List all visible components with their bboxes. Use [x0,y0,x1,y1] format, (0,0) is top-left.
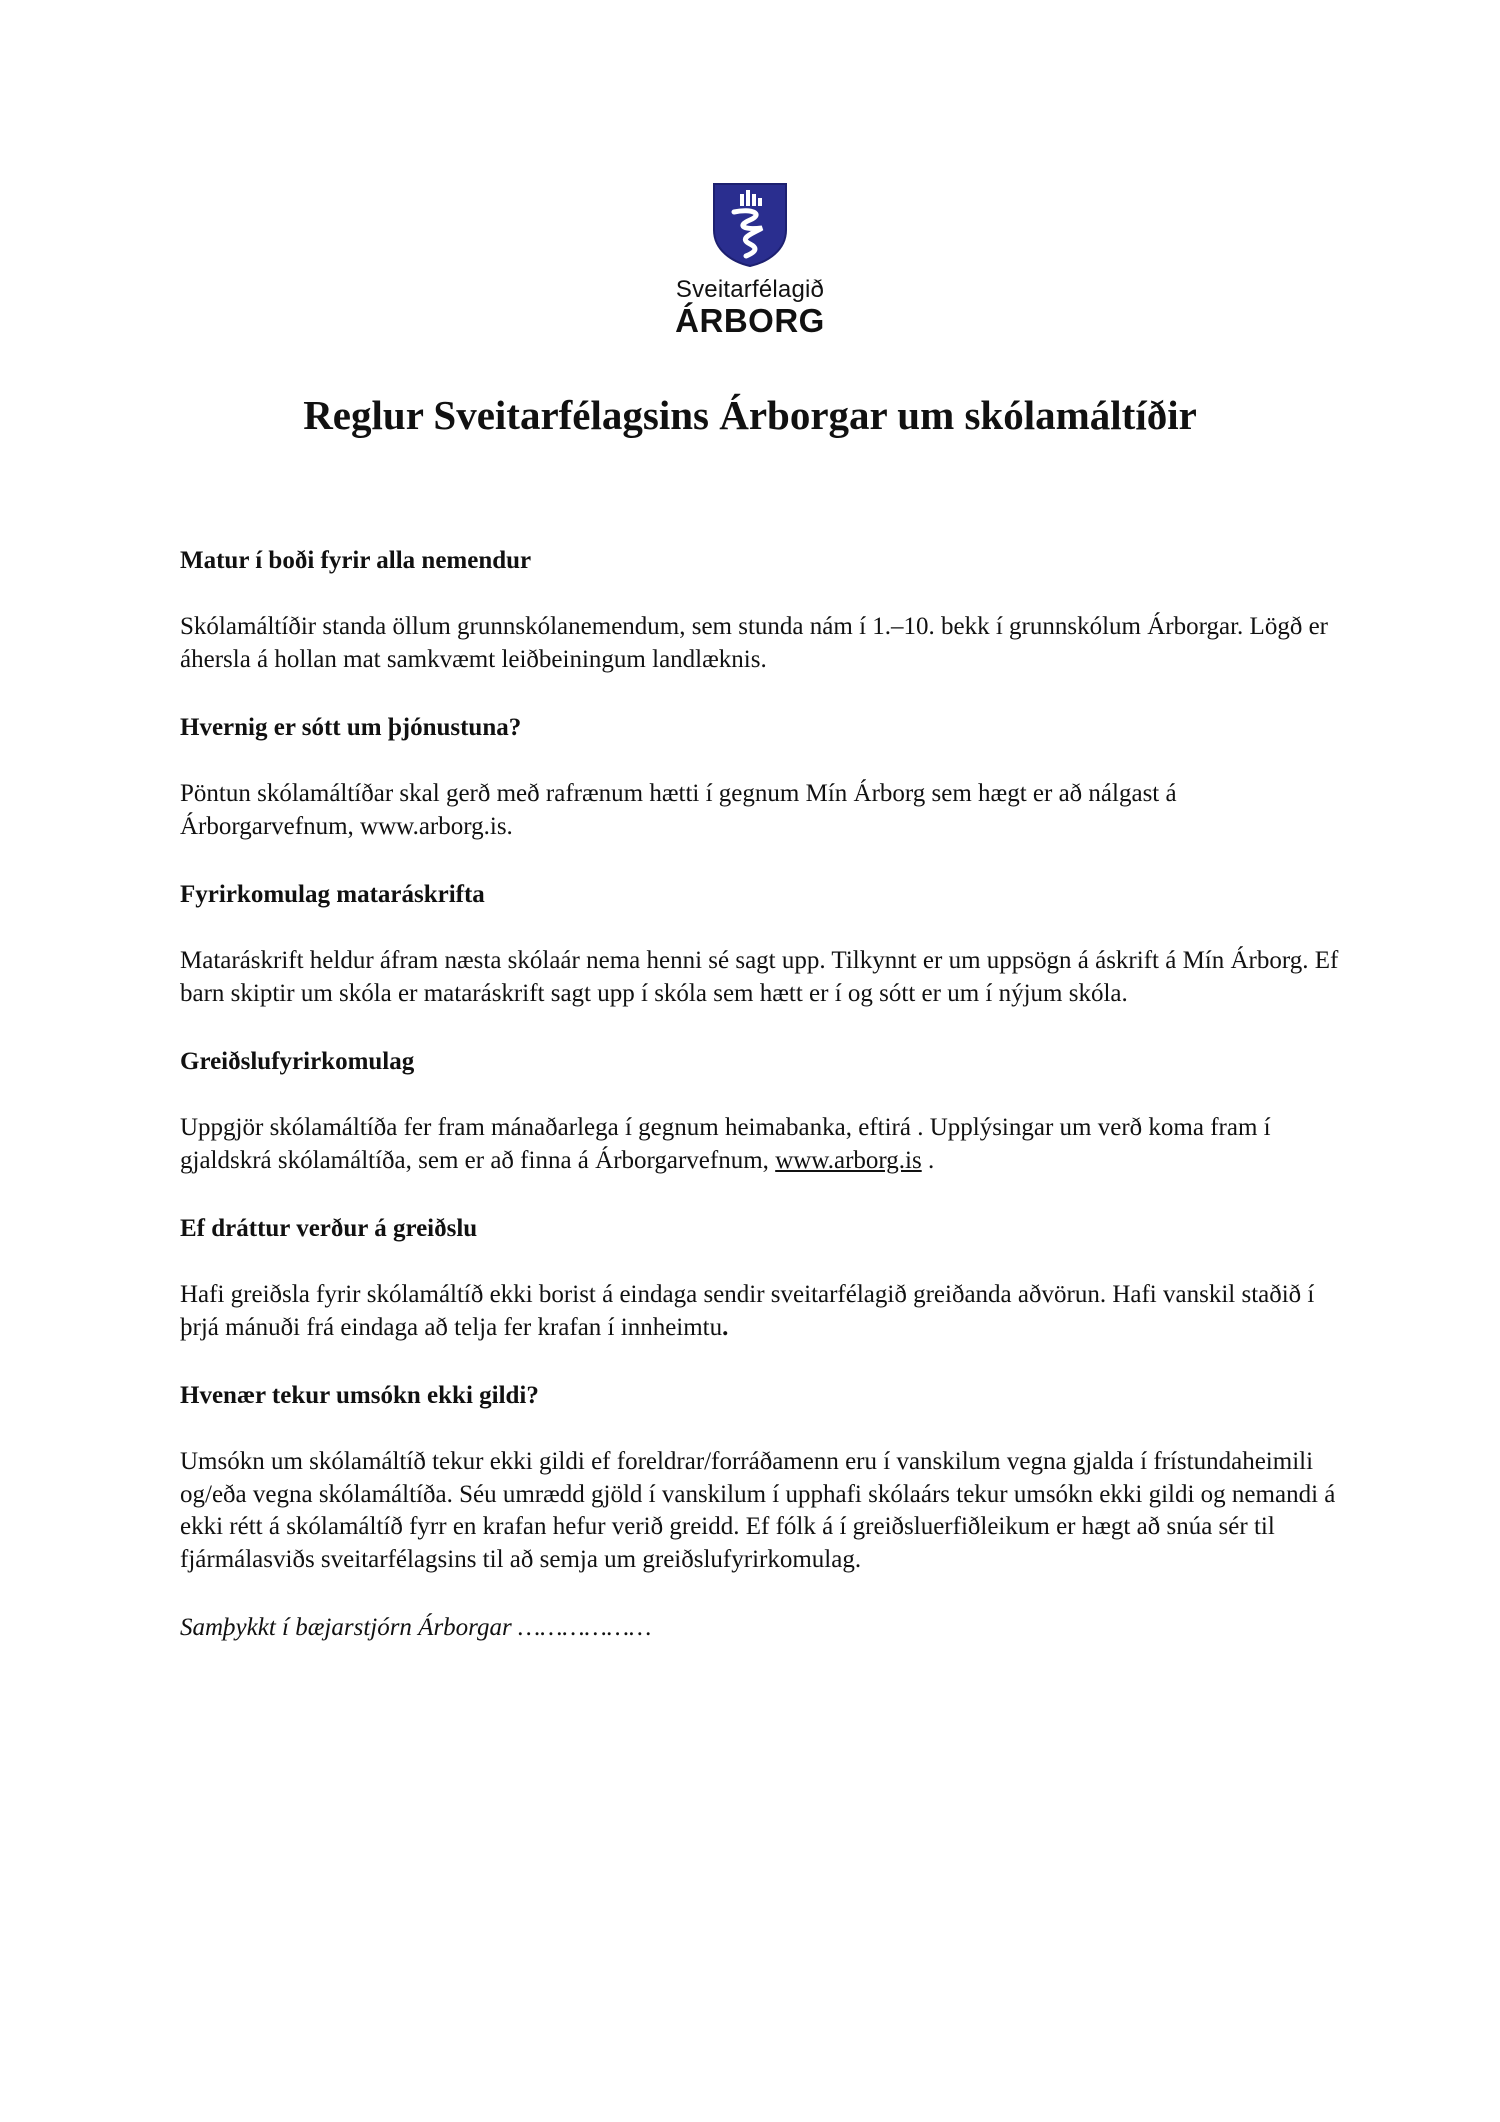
section-text: Mataráskrift heldur áfram næsta skólaár nema henni sé sagt upp. Tilkynnt er um uppsögn á áskrift á Mín Árborg. Ef barn skiptir um skóla er mataráskrift sagt upp í skóla sem hætt er í og sótt er um í nýjum skóla. [180,947,1339,1007]
late-payment-text: Hafi greiðsla fyrir skólamáltíð ekki borist á eindaga sendir sveitarfélagið greiðanda aðvörun. Hafi vanskil staðið í þrjá mánuði frá eindaga að telja fer krafan í innheimtu [180,1281,1315,1341]
section-text [180,1279,1340,1344]
section-heading: Hvenær tekur umsókn ekki gildi? [180,1382,539,1409]
payment-text: Uppgjör skólamáltíða fer fram mánaðarlega í gegnum heimabanka, eftirá . Upplýsingar um verð koma fram í gjaldskrá skólamáltíða, sem er að finna á Árborgarvefnum, [180,1114,1271,1174]
section-heading: Fyrirkomulag mataráskrifta [180,881,485,908]
late-payment-text-end: . [722,1313,729,1341]
section-application [180,712,1340,843]
section-text: Pöntun skólamáltíðar skal gerð með rafrænum hætti í gegnum Mín Árborg sem hægt er að nálgast á Árborgarvefnum, www.arborg.is. [180,780,1177,840]
payment-text-end: . [921,1146,935,1174]
section-late-payment [180,1213,1340,1344]
page-title: Reglur Sveitarfélagsins Árborgar um skólamáltíðir [303,392,1197,438]
section-heading: Ef dráttur verður á greiðslu [180,1215,478,1242]
section-heading: Greiðslufyrirkomulag [180,1048,415,1075]
section-text: Umsókn um skólamáltíð tekur ekki gildi ef foreldrar/forráðamenn eru í vanskilum vegna gjalda í frístundaheimili og/eða vegna skólamáltíða. Séu umrædd gjöld í vanskilum í upphafi skólaárs tekur umsókn ekki gildi og nemandi á ekki rétt á skólamáltíð fyrr en krafan hefur verið greidd. Ef fólk á í greiðsluerfiðleikum er hægt að snúa sér til fjármálasviðs sveitarfélagsins til að semja um greiðslufyrirkomulag. [180,1448,1336,1573]
section-text: Skólamáltíðir standa öllum grunnskólanemendum, sem stunda nám í 1.–10. bekk í grunnskólum Árborgar. Lögð er áhersla á hollan mat samkvæmt leiðbeiningum landlæknis. [180,613,1328,673]
logo-text-line1: Sveitarfélagið [675,276,825,303]
arborg-website-link[interactable]: www.arborg.is [775,1146,922,1174]
approval-note: Samþykkt í bæjarstjórn Árborgar ……………… [180,1614,652,1641]
section-text [180,1112,1340,1177]
logo-text-line2: ÁRBORG [675,302,825,339]
section-subscription [180,879,1340,1010]
municipality-logo [650,182,850,352]
section-payment [180,1046,1340,1177]
document-body [180,545,1340,1644]
municipal-shield-icon [712,182,788,268]
section-heading: Matur í boði fyrir alla nemendur [180,547,532,574]
section-heading: Hvernig er sótt um þjónustuna? [180,714,522,741]
section-food [180,545,1340,676]
section-invalid-application [180,1380,1340,1576]
